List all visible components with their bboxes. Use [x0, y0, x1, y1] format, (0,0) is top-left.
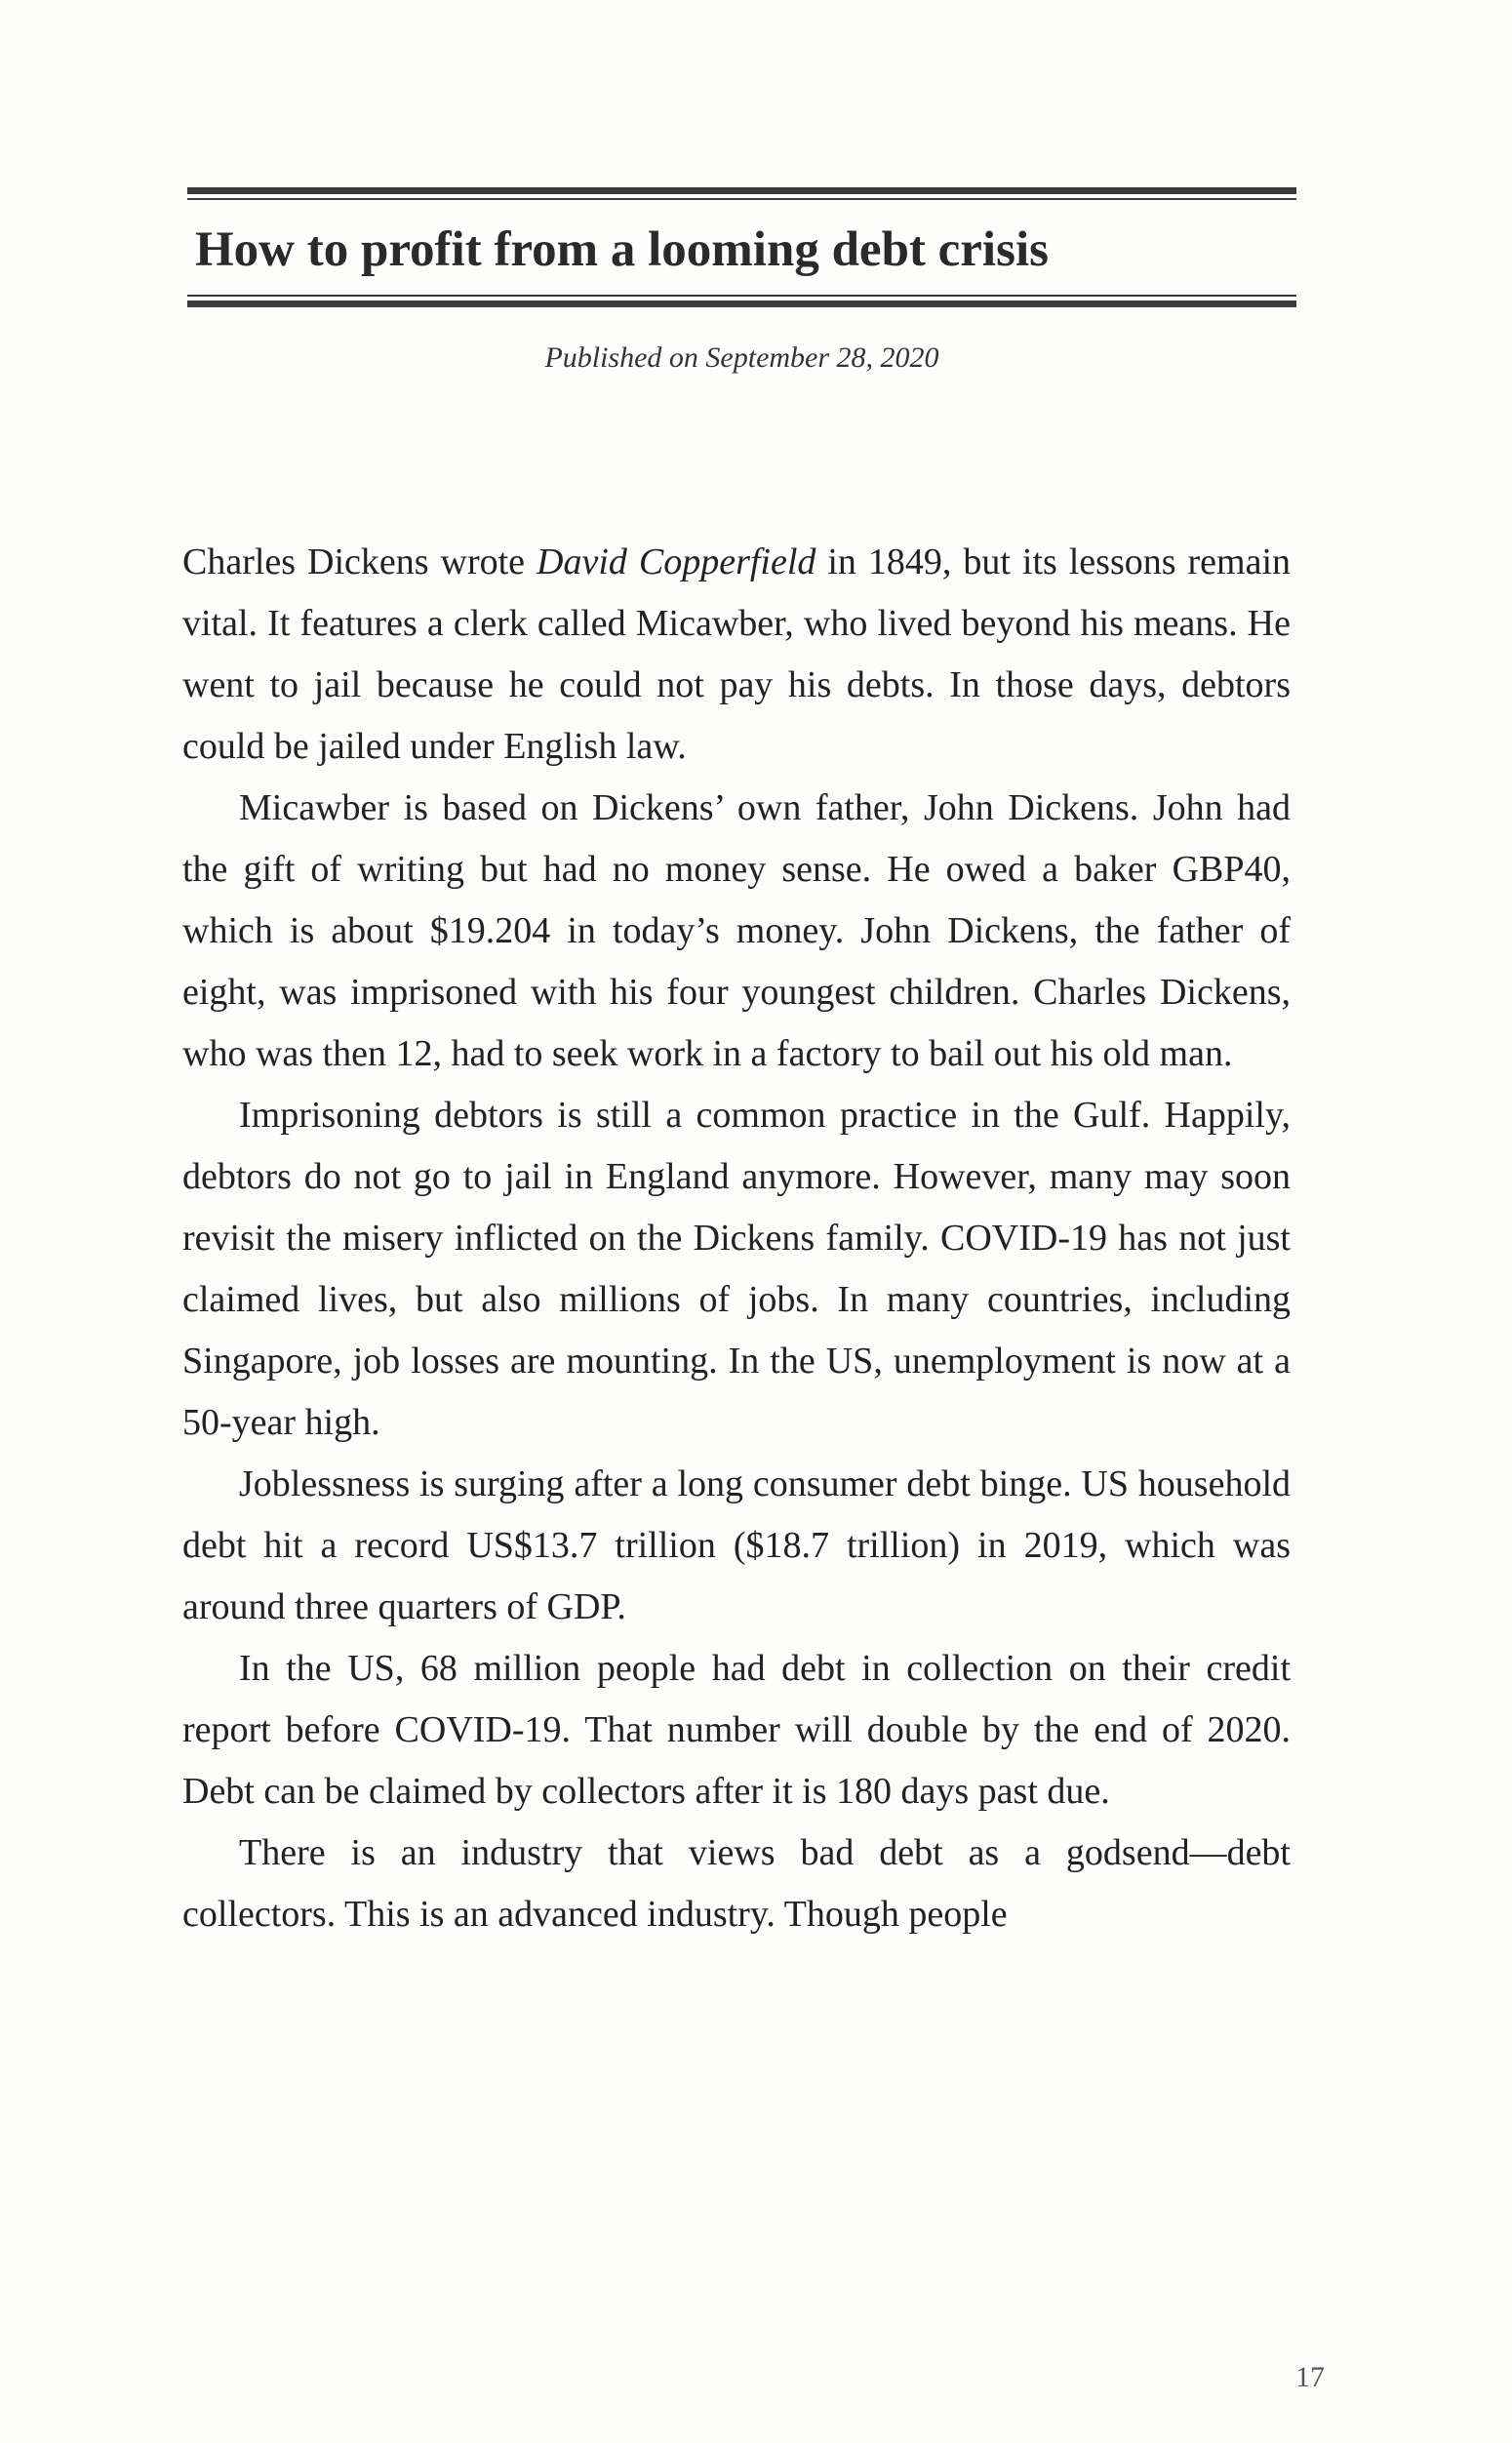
title-block: [187, 187, 1296, 307]
title-rule-bottom-thin: [187, 295, 1296, 297]
title-rule-bottom-thick: [187, 300, 1296, 307]
page-number: 17: [1295, 2361, 1325, 2393]
paragraph-text: Charles Dickens wrote: [182, 541, 537, 582]
title-rule-top-thick: [187, 187, 1296, 194]
paragraph: [182, 532, 1291, 778]
paragraph: Micawber is based on Dickens’ own father, John Dickens. John had the gift of writing but had no money sense. He owed a baker GBP40, which is about $19.204 in today’s money. John Dickens, the father of eight, was imprisoned with his four youngest children. Charles Dickens, who was then 12, had to seek work in a factory to bail out his old man.: [182, 787, 1291, 1074]
paragraph: Joblessness is surging after a long consumer debt binge. US household debt hit a record US$13.7 trillion ($18.7 trillion) in 2019, which was around three quarters of GDP.: [182, 1463, 1291, 1627]
article-body: [182, 532, 1291, 1945]
paragraph: There is an industry that views bad debt as a godsend—debt collectors. This is an advanced industry. Though people: [182, 1832, 1291, 1935]
paragraph: In the US, 68 million people had debt in collection on their credit report before COVID-19. That number will double by the end of 2020. Debt can be claimed by collectors after it is 180 days past due.: [182, 1648, 1291, 1812]
article-title: How to profit from a looming debt crisis: [195, 222, 1049, 277]
publication-date: Published on September 28, 2020: [544, 341, 939, 374]
book-title-italic: David Copperfield: [537, 541, 816, 582]
paragraph-text: in 1849, but its lessons remain vital. It features a clerk called Micawber, who lived beyond his means. He went to jail because he could not pay his debts. In those days, debtors could be jailed under English law.: [182, 541, 1292, 767]
paragraph: Imprisoning debtors is still a common practice in the Gulf. Happily, debtors do not go to jail in England anymore. However, many may soon revisit the misery inflicted on the Dickens family. COVID-19 has not just claimed lives, but also millions of jobs. In many countries, including Singapore, job losses are mounting. In the US, unemployment is now at a 50-year high.: [182, 1095, 1291, 1443]
